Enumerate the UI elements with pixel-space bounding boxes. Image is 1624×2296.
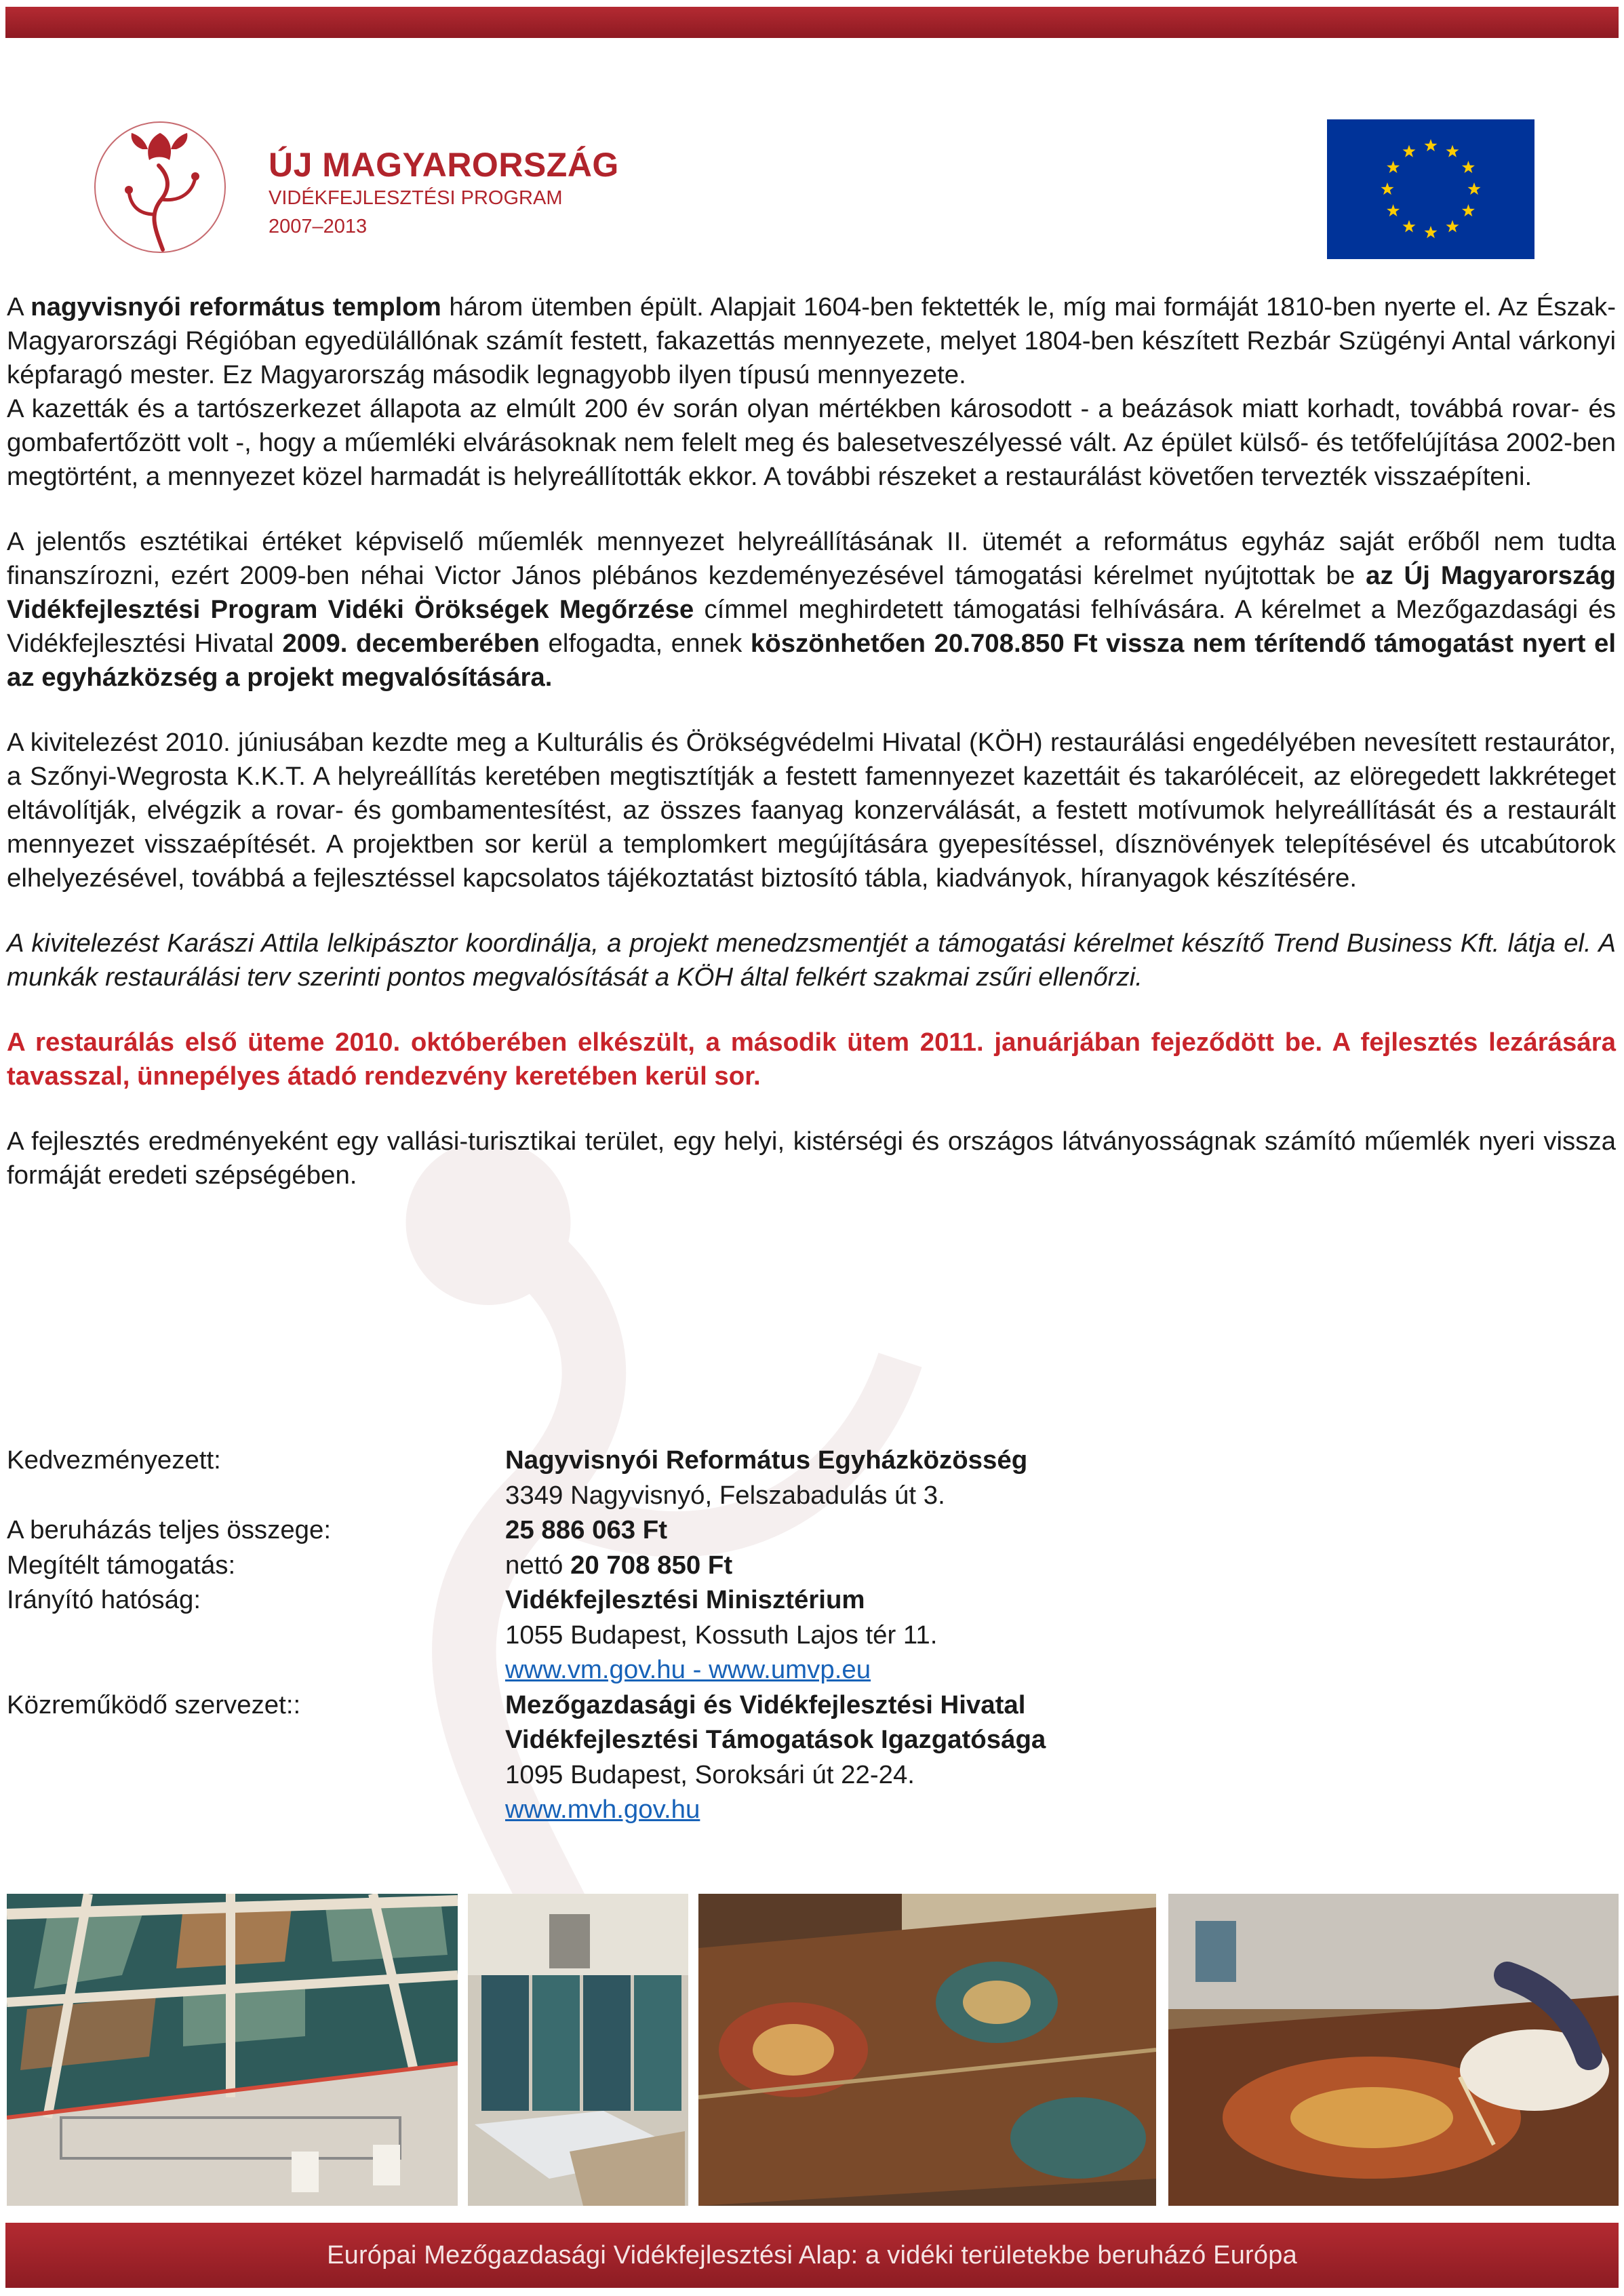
beneficiary-address: 3349 Nagyvisnyó, Felszabadulás út 3.: [505, 1480, 945, 1510]
agency-name: Mezőgazdasági és Vidékfejlesztési Hivatal: [505, 1690, 1026, 1719]
beneficiary-row: [7, 1443, 1616, 1513]
text-span: címmel meghirdetett támogatási felhívására. A kérelmet a Mezőgazdasági és Vidékfejlesztési Hivatal: [7, 595, 1616, 658]
authority-address: 1055 Budapest, Kossuth Lajos tér 11.: [505, 1620, 938, 1650]
grant-prefix: nettó: [505, 1550, 571, 1580]
grant-statement: köszönhetően 20.708.850 Ft vissza nem térítendő támogatást nyert el az egyházközség a projekt megvalósítására.: [7, 629, 1616, 692]
grant-row: [7, 1548, 1616, 1583]
paragraph-status: A restaurálás első üteme 2010. októberében elkészült, a második ütem 2011. januárjában fejeződött be. A fejlesztés lezárására tavasszal, ünnepélyes átadó rendezvény keretében kerül sor.: [7, 1028, 1616, 1091]
paragraph-coordination: A kivitelezést Karászi Attila lelkipásztor koordinálja, a projekt menedzsmentjét a támogatási kérelmet készítő Trend Business Kft. látja el. A munkák restaurálási terv szerinti pontos megvalósítását a KÖH által felkért szakmai zsűri ellenőrzi.: [7, 929, 1616, 992]
paragraph-history: [7, 290, 1616, 392]
grant-label: Megítélt támogatás:: [7, 1550, 236, 1580]
paragraph-result: A fejlesztés eredményeként egy vallási-turisztikai terület, egy helyi, kistérségi és országos látványosságnak számító műemlék nyeri vissza formáját eredeti szépségében.: [7, 1127, 1616, 1190]
total-cost-value: 25 886 063 Ft: [505, 1515, 668, 1544]
agency-link[interactable]: www.mvh.gov.hu: [505, 1795, 700, 1824]
beneficiary-label: Kedvezményezett:: [7, 1445, 221, 1475]
photo-panels-stored: [468, 1894, 688, 2206]
bottom-footer-bar: [5, 2223, 1619, 2288]
approval-date: 2009. decemberében: [282, 629, 540, 658]
text-span: elfogadta, ennek: [540, 629, 751, 658]
authority-row: [7, 1582, 1616, 1688]
paragraph-damage: A kazetták és a tartószerkezet állapota az elmúlt 200 év során olyan mértékben károsodott - a beázások miatt korhadt, továbbá rovar- és gombafertőzött volt -, hogy a műemléki elvárásoknak nem felelt meg és balesetveszélyessé vált. Az épület külső- és tetőfelújítása 2002-ben megtörtént, a mennyezet közel harmadát is helyreállították ekkor. A további részeket a restaurálást követően tervezték visszaépíteni.: [7, 394, 1616, 491]
logo-title: ÚJ MAGYARORSZÁG: [269, 146, 619, 184]
logo-subtitle: VIDÉKFEJLESZTÉSI PROGRAM: [269, 187, 563, 209]
photo-ceiling-scaffolding: [7, 1894, 458, 2206]
grant-value: 20 708 850 Ft: [570, 1550, 733, 1580]
logo-years: 2007–2013: [269, 216, 368, 237]
photo-painting-detail: [1168, 1894, 1619, 2206]
total-cost-label: A beruházás teljes összege:: [7, 1515, 332, 1544]
article-body: [7, 290, 1616, 1192]
project-info-table: [7, 1443, 1616, 1827]
tulip-ornament-icon: [87, 119, 246, 255]
authority-link[interactable]: www.vm.gov.hu - www.umvp.eu: [505, 1655, 871, 1684]
text-span: A: [7, 292, 31, 322]
authority-label: Irányító hatóság:: [7, 1585, 201, 1614]
footer-text: Európai Mezőgazdasági Vidékfejlesztési Alap: a vidéki területekbe beruházó Európa: [327, 2240, 1297, 2270]
eu-flag-icon: [1327, 119, 1534, 259]
authority-name: Vidékfejlesztési Minisztérium: [505, 1585, 865, 1614]
paragraph-works: A kivitelezést 2010. júniusában kezdte meg a Kulturális és Örökségvédelmi Hivatal (KÖH) restaurálási engedélyében nevesített restaurátor, a Szőnyi-Wegrosta K.K.T. A helyreállítás keretében megtisztítják a festett famennyezet kazettáit és takaróléceit, az elöregedett lakkréteget eltávolítják, elvégzik a rovar- és gombamentesítést, az összes faanyag konzerválását, a festett motívumok helyreállítását és a restaurált mennyezet visszaépítését. A projektben sor kerül a templomkert megújítására gyepesítéssel, dísznövények telepítésével és utcabútorok elhelyezésével, továbbá a fejlesztéssel kapcsolatos tájékoztatást biztosító tábla, kiadványok, híranyagok készítésére.: [7, 728, 1616, 893]
agency-address: 1095 Budapest, Soroksári út 22-24.: [505, 1759, 915, 1789]
agency-label: Közreműködő szervezet::: [7, 1690, 301, 1719]
agency-department: Vidékfejlesztési Támogatások Igazgatósága: [505, 1725, 1046, 1754]
uj-magyarorszag-logo: [87, 119, 619, 255]
paragraph-funding: [7, 525, 1616, 695]
top-decorative-bar: [5, 7, 1619, 38]
total-cost-row: [7, 1513, 1616, 1548]
photo-panel-restoration: [698, 1894, 1156, 2206]
text-span: A jelentős esztétikai értéket képviselő műemlék mennyezet helyreállításának II. ütemét a református egyház saját erőből nem tudta finanszírozni, ezért 2009-ben néhai Victor János plébános kezdeményezésével támogatási kérelmet nyújtottak be: [7, 527, 1616, 590]
program-name: az Új Magyarország Vidékfejlesztési Program Vidéki Örökségek Megőrzése: [7, 561, 1616, 624]
text-span: három ütemben épült. Alapjait 1604-ben fektették le, míg mai formáját 1810-ben nyerte el. Az Észak-Magyarországi Régióban egyedülállónak számít festett, fakazettás mennyezete, melyet 1804-ben készített Rezbár Szügényi Antal várkonyi képfaragó mester. Ez Magyarország második legnagyobb ilyen típusú mennyezete.: [7, 292, 1617, 389]
beneficiary-name: Nagyvisnyói Református Egyházközösség: [505, 1445, 1028, 1475]
agency-row: [7, 1688, 1616, 1827]
church-name: nagyvisnyói református templom: [31, 292, 441, 322]
